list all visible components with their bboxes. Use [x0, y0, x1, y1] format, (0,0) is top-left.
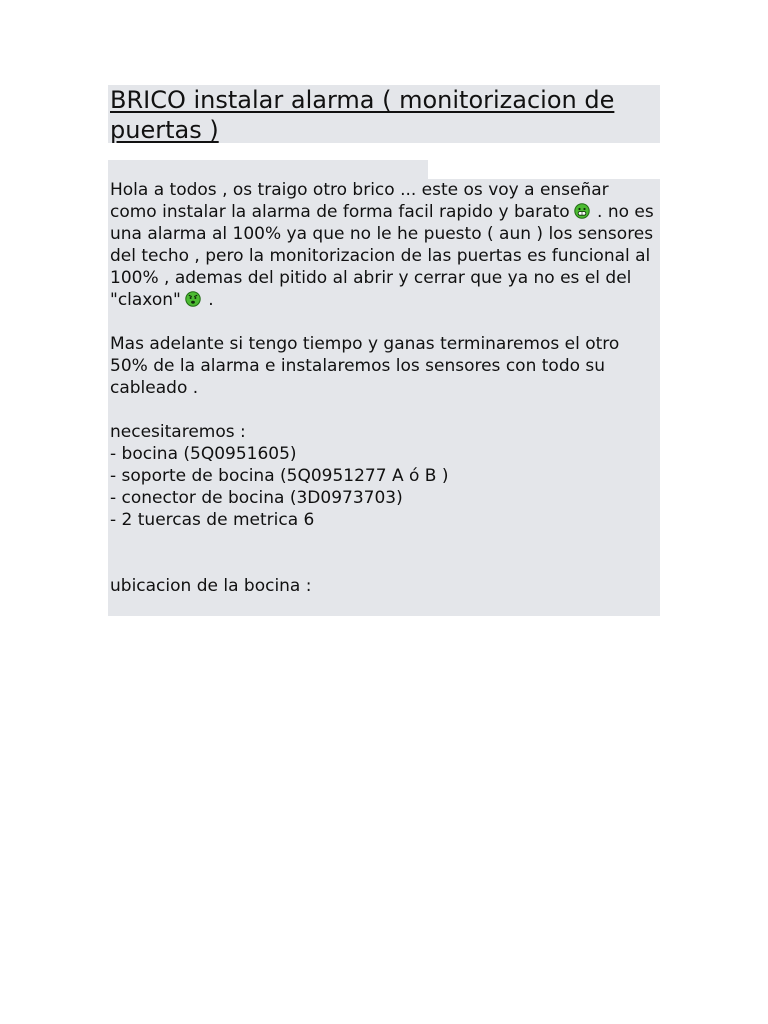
intro-paragraph	[110, 179, 660, 311]
spacer	[110, 531, 660, 575]
post-title-box	[108, 85, 660, 143]
content-tab-strip	[108, 160, 428, 180]
intro-text-c: .	[202, 290, 214, 310]
location-heading: ubicacion de la bocina :	[110, 576, 312, 596]
spacer	[110, 399, 660, 421]
needs-item-tuercas: - 2 tuercas de metrica 6	[110, 510, 315, 530]
needs-heading: necesitaremos :	[110, 422, 246, 442]
post-body	[108, 179, 660, 616]
post-title: BRICO instalar alarma ( monitorizacion de puertas )	[110, 86, 615, 144]
needs-item-soporte: - soporte de bocina (5Q0951277 A ó B )	[110, 466, 449, 486]
followup-paragraph: Mas adelante si tengo tiempo y ganas terminaremos el otro 50% de la alarma e instalaremos los sensores con todo su cableado .	[110, 334, 620, 398]
post-content	[108, 179, 660, 597]
intro-text-b: . no es una alarma al 100% ya que no le he puesto ( aun ) los sensores del techo , pero la monitorizacion de las puertas es funcional al 100% , ademas del pitido al abrir y cerrar que ya no es el del "claxon"	[110, 202, 654, 310]
grin-smiley-icon	[574, 203, 590, 219]
angry-smiley-icon	[185, 291, 201, 307]
intro-text-a: Hola a todos , os traigo otro brico ... este os voy a enseñar como instalar la alarma de forma facil rapido y barato	[110, 180, 609, 222]
needs-item-conector: - conector de bocina (3D0973703)	[110, 488, 403, 508]
spacer	[110, 311, 660, 333]
needs-item-bocina: - bocina (5Q0951605)	[110, 444, 297, 464]
